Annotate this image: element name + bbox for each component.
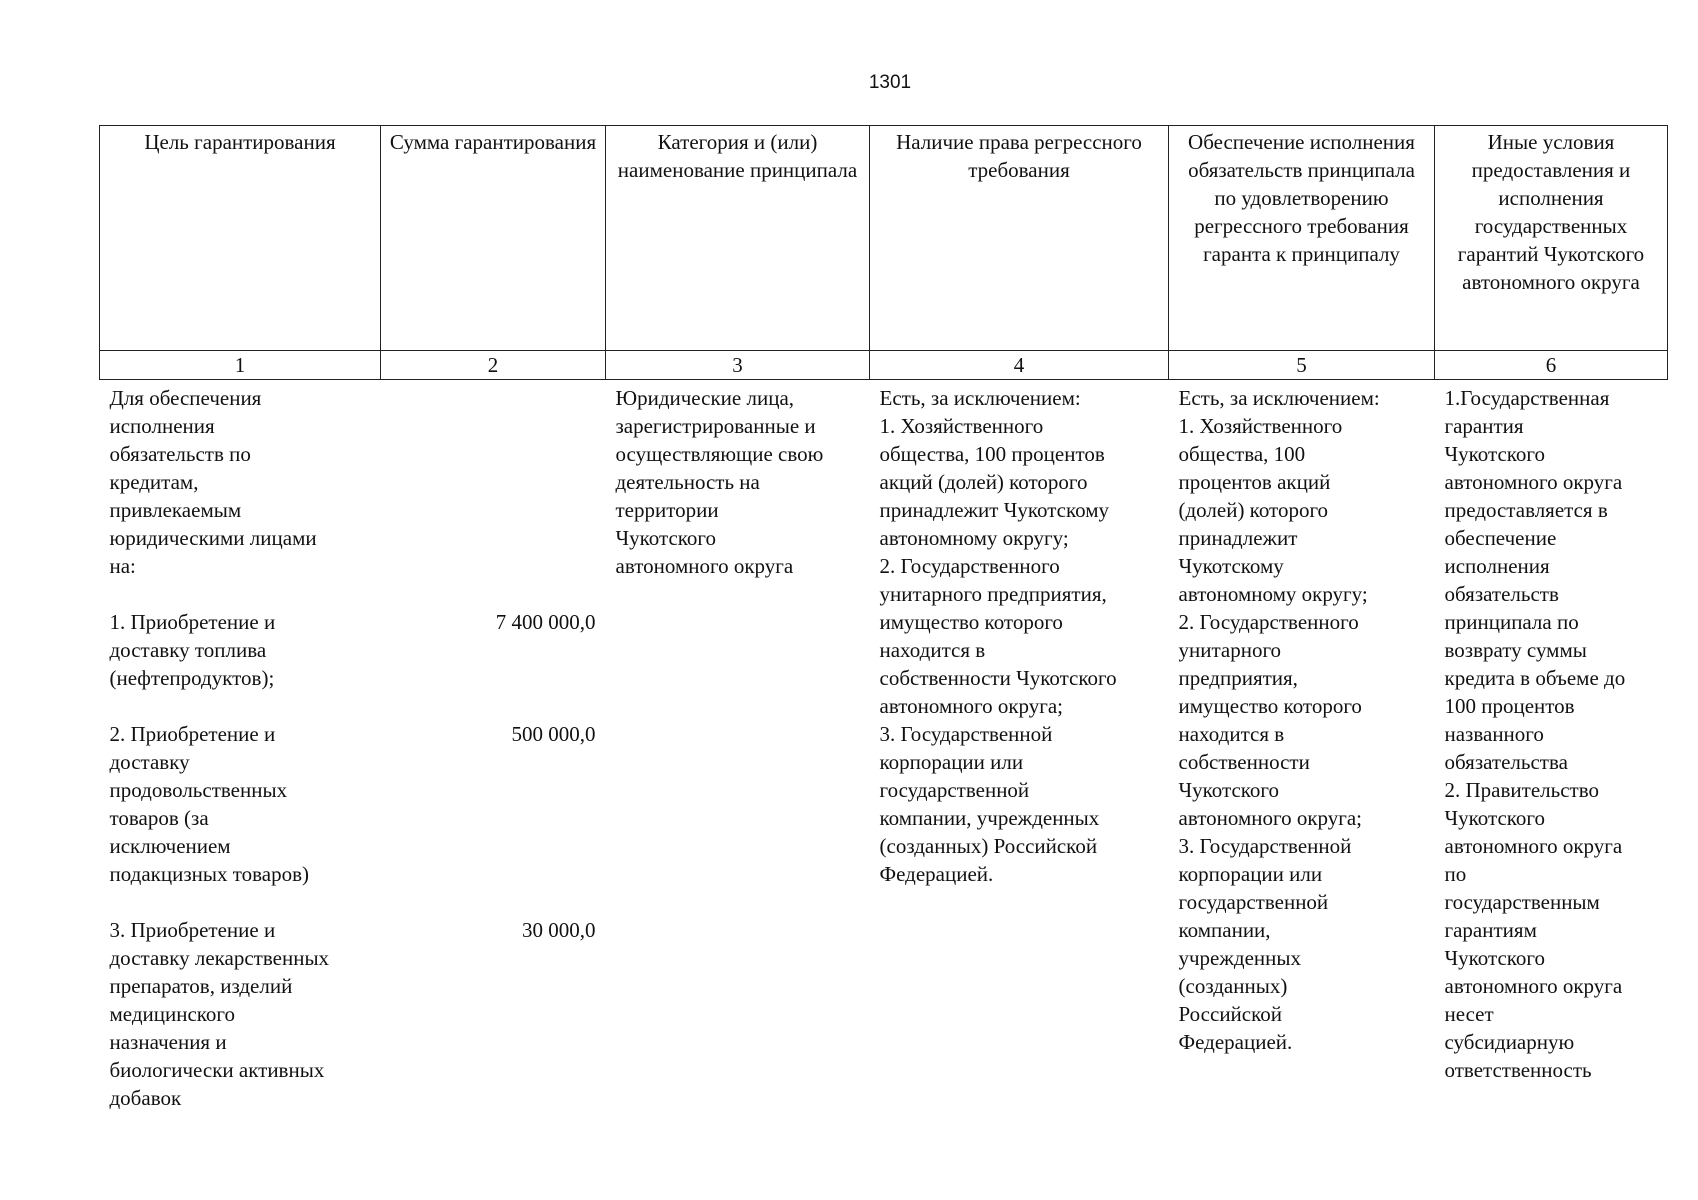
header-purpose: Цель гарантирования (100, 126, 381, 351)
column-number: 5 (1169, 351, 1435, 380)
header-amount: Сумма гарантирования (381, 126, 606, 351)
amount-cell (381, 380, 606, 1117)
amount-fuel: 7 400 000,0 (495, 610, 596, 634)
header-regress-right: Наличие права регрессного требования (870, 126, 1169, 351)
security-text: Есть, за исключением: 1. Хозяйственного общества, 100 процентов акций (долей) которого принадлежит Чукотскому автономному округу; 2. Государственного унитарного предприятия, имущество которого находится в собственности Чукотского автономного округа; 3. Государственной корпорации или государственной компании, учрежденных (созданных) Российской Федерацией. (1178, 386, 1380, 1054)
table-row (100, 380, 1668, 1117)
column-number: 1 (100, 351, 381, 380)
guarantees-table (99, 125, 1668, 1116)
page-number: 1301 (868, 72, 912, 93)
other-conditions-cell (1435, 380, 1668, 1117)
header-other-conditions: Иные условия предоставления и исполнения государственных гарантий Чукотского автономного округа (1435, 126, 1668, 351)
column-number: 4 (870, 351, 1169, 380)
regress-right-text: Есть, за исключением: 1. Хозяйственного общества, 100 процентов акций (долей) которого принадлежит Чукотскому автономному округу; 2. Государственного унитарного предприятия, имущество которого находится в собственности Чукотского автономного округа; 3. Государственной корпорации или государственной компании, учрежденных (созданных) Российской Федерацией. (879, 386, 1117, 886)
header-security: Обеспечение исполнения обязательств принципала по удовлетворению регрессного требования гаранта к принципалу (1169, 126, 1435, 351)
column-number: 6 (1435, 351, 1668, 380)
column-number: 3 (606, 351, 870, 380)
regress-right-cell (870, 380, 1169, 1117)
amount-food: 500 000,0 (511, 722, 596, 746)
security-cell (1169, 380, 1435, 1117)
purpose-item-medicine: 3. Приобретение и доставку лекарственных препаратов, изделий медицинского назначения и биологически активных добавок (109, 918, 330, 1110)
purpose-cell (100, 380, 381, 1117)
principal-cell (606, 380, 870, 1117)
other-conditions-text: 1.Государственная гарантия Чукотского автономного округа предоставляется в обеспечение исполнения обязательств принципала по возврату суммы кредита в объеме до 100 процентов названного обязательства 2. Правительство Чукотского автономного округа по государственным гарантиям Чукотского автономного округа несет субсидиарную ответственность (1444, 386, 1626, 1082)
column-number-row (100, 351, 1668, 380)
principal-text: Юридические лица, зарегистрированные и осуществляющие свою деятельность на территории Чукотского автономного округа (615, 386, 824, 578)
column-number: 2 (381, 351, 606, 380)
purpose-item-food: 2. Приобретение и доставку продовольственных товаров (за исключением подакцизных товаров) (109, 722, 309, 886)
purpose-intro: Для обеспечения исполнения обязательств по кредитам, привлекаемым юридическими лицами на: (109, 386, 317, 578)
header-principal: Категория и (или) наименование принципала (606, 126, 870, 351)
purpose-item-fuel: 1. Приобретение и доставку топлива (нефтепродуктов); (109, 610, 276, 690)
amount-medicine: 30 000,0 (522, 918, 596, 942)
header-row (100, 126, 1668, 351)
